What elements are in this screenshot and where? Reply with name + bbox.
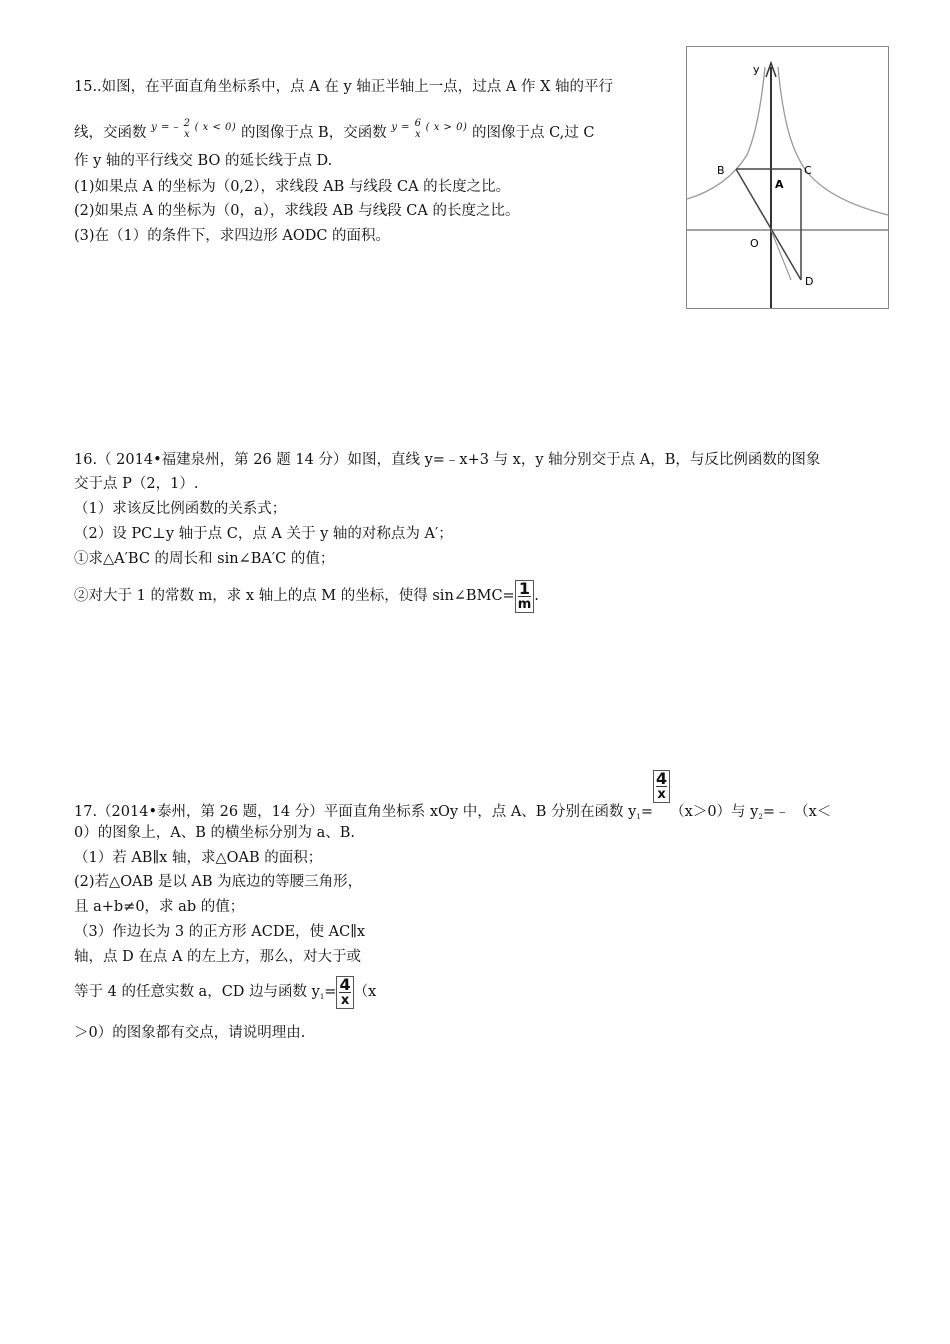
q17-eq-1: = <box>640 804 653 820</box>
q16-line-3: （1）求该反比例函数的关系式； <box>74 501 287 517</box>
q16-line-6-text-a: ②对大于 1 的常数 m，求 x 轴上的点 M 的坐标，使得 sin∠BMC= <box>74 588 515 604</box>
q17-line-1 <box>74 769 832 821</box>
q15-func1-fraction <box>184 118 190 140</box>
q17-line-8-text-a: 等于 4 的任意实数 a，CD 边与函数 y <box>74 984 320 1000</box>
q17-line-1-text-c: =﹣ （x＜ <box>762 804 832 820</box>
q15-line-2-text-a: 线，交函数 <box>74 125 147 141</box>
q17-frac-num: 4 <box>656 769 668 788</box>
q17-line-8 <box>74 970 376 1014</box>
q17-frac-den: x <box>657 787 666 802</box>
q16-line-1: 16.（ 2014•福建泉州，第 26 题 14 分）如图，直线 y=﹣x+3 与 x，y 轴分别交于点 A，B，与反比例函数的图象 <box>74 452 821 468</box>
q15-func2-den: x <box>415 129 421 140</box>
segment-bd <box>736 169 801 280</box>
q17-sub-2: 2 <box>758 813 763 821</box>
q15-line-2 <box>74 116 594 150</box>
q16-fraction-1-over-m <box>515 580 535 613</box>
q16-line-2: 交于点 P（2，1）. <box>74 476 199 492</box>
q15-graph <box>687 47 888 308</box>
q16-frac-num: 1 <box>518 578 531 598</box>
q15-func1-den: x <box>183 129 190 140</box>
q15-line-5: (2)如果点 A 的坐标为（0，a），求线段 AB 与线段 CA 的长度之比。 <box>74 203 520 219</box>
q15-line-2-text-c: 的图像于点 C,过 C <box>471 125 595 141</box>
left-hyperbola-curve <box>687 67 765 199</box>
q17-frac2-num: 4 <box>339 974 351 994</box>
label-d: D <box>805 275 814 288</box>
q17-line-4: (2)若△OAB 是以 AB 为底边的等腰三角形， <box>74 874 363 890</box>
q17-fraction-4-over-x <box>653 770 670 803</box>
q17-fraction-4-over-x-2 <box>336 976 353 1009</box>
q17-line-5: 且 a+b≠0，求 ab 的值； <box>74 899 245 915</box>
q15-line-3: 作 y 轴的平行线交 BO 的延长线于点 D. <box>74 153 333 169</box>
right-hyperbola-curve <box>778 67 888 215</box>
q17-line-3: （1）若 AB∥x 轴，求△OAB 的面积； <box>74 850 323 866</box>
label-b: B <box>717 164 725 177</box>
q17-sub-1: 1 <box>636 813 641 821</box>
q17-line-8-sub: 1 <box>319 993 325 1001</box>
q17-line-8-text-b: （x <box>353 984 377 1000</box>
q17-line-8-eq: = <box>324 984 337 1000</box>
q15-func2-lhs: y = <box>391 122 411 133</box>
q17-line-1-text-b: （x＞0）与 y <box>670 804 759 820</box>
q16-line-5: ①求△A′BC 的周长和 sin∠BA′C 的值； <box>74 551 335 567</box>
q15-line-6: (3)在（1）的条件下，求四边形 AODC 的面积。 <box>74 228 391 244</box>
q17-line-9: ＞0）的图象都有交点，请说明理由. <box>74 1025 306 1041</box>
label-c: C <box>804 164 812 177</box>
q17-line-2: 0）的图象上，A、B 的横坐标分别为 a、B. <box>74 825 355 841</box>
q16-line-4: （2）设 PC⊥y 轴于点 C，点 A 关于 y 轴的对称点为 A′； <box>74 526 453 542</box>
q15-func1-num: 2 <box>183 118 190 129</box>
q15-line-4: (1)如果点 A 的坐标为（0,2），求线段 AB 与线段 CA 的长度之比。 <box>74 179 511 195</box>
q16-line-6-text-b: . <box>534 588 539 604</box>
q15-func1-lhs: y = – <box>151 122 179 133</box>
q16-line-6 <box>74 574 539 618</box>
q15-line-1: 15..如图，在平面直角坐标系中，点 A 在 y 轴正半轴上一点，过点 A 作 X 轴的平行 <box>74 79 613 95</box>
q17-line-1-text-a: 17.（2014•泰州，第 26 题，14 分）平面直角坐标系 xOy 中，点 A、B 分别在函数 y <box>74 804 637 820</box>
q15-figure <box>686 46 889 309</box>
q17-line-6: （3）作边长为 3 的正方形 ACDE，使 AC∥x <box>74 924 366 940</box>
q17-line-7: 轴，点 D 在点 A 的左上方，那么，对大于或 <box>74 949 362 965</box>
q17-frac2-den: x <box>340 992 350 1008</box>
q16-frac-den: m <box>517 596 532 612</box>
q15-func2-num: 6 <box>414 118 422 129</box>
q15-line-2-text-b: 的图像于点 B，交函数 <box>240 125 387 141</box>
q15-func1-cond: ( x < 0) <box>194 122 237 133</box>
label-o: O <box>750 237 759 250</box>
q15-func2-fraction <box>415 118 421 140</box>
label-y: y <box>753 63 760 76</box>
q15-func2-cond: ( x > 0) <box>425 122 468 133</box>
segment-od <box>771 230 791 280</box>
label-a: A <box>775 178 784 191</box>
